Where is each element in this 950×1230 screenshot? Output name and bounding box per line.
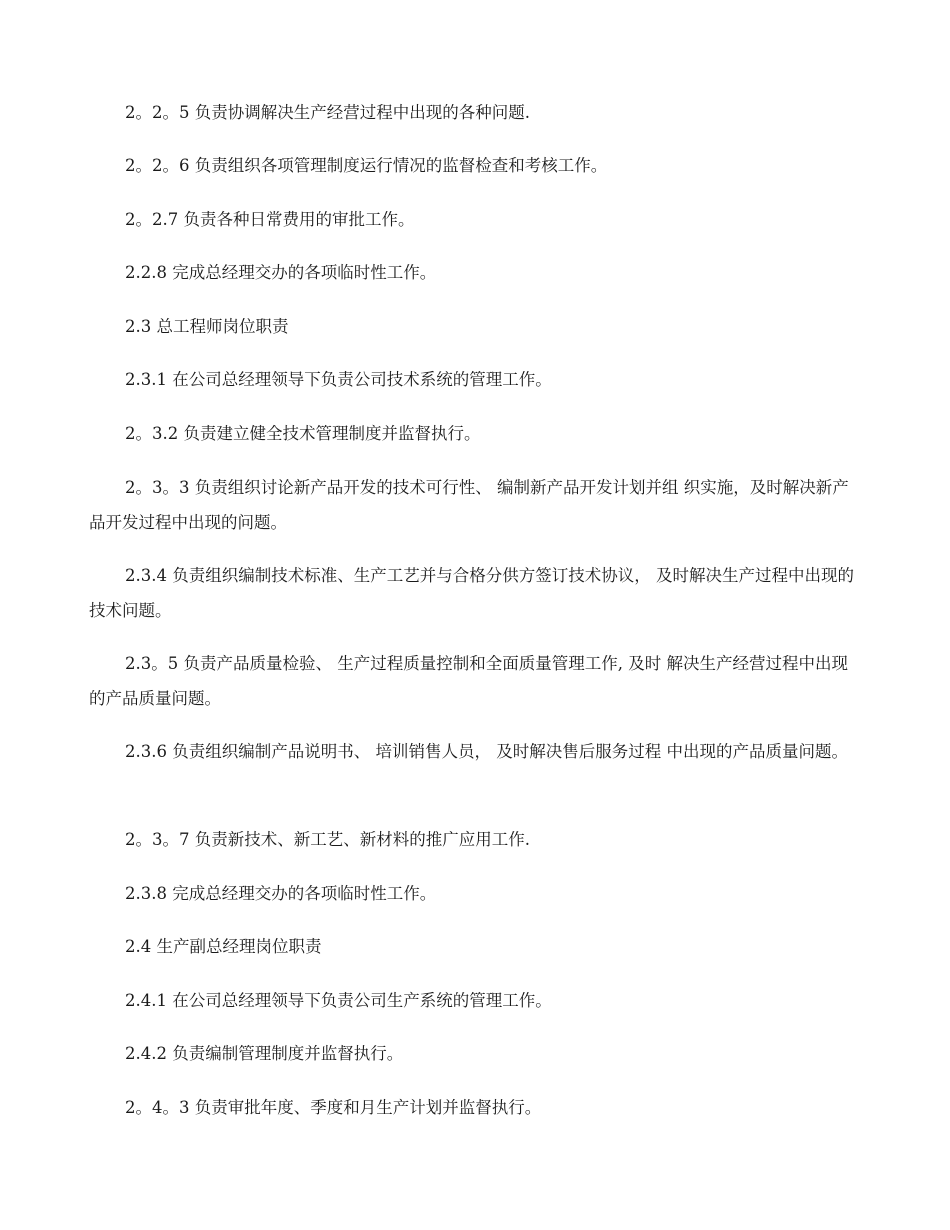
paragraph-2-3-4: 2.3.4 负责组织编制技术标准、生产工艺并与合格分供方签订技术协议， 及时解决生产过程中出现的技术问题。 [89, 566, 854, 620]
paragraph-2-3-6: 2.3.6 负责组织编制产品说明书、 培训销售人员， 及时解决售后服务过程 中出现的产品质量问题。 [125, 742, 848, 761]
paragraph-2-4-3: 2。4。3 负责审批年度、季度和月生产计划并监督执行。 [125, 1098, 542, 1117]
paragraph-2-2-6: 2。2。6 负责组织各项管理制度运行情况的监督检查和考核工作。 [125, 156, 608, 175]
paragraph-2-3-7: 2。3。7 负责新技术、新工艺、新材料的推广应用工作. [125, 830, 530, 849]
paragraph-2-4-2: 2.4.2 负责编制管理制度并监督执行。 [125, 1044, 404, 1063]
paragraph-2-3-5: 2.3。5 负责产品质量检验、 生产过程质量控制和全面质量管理工作, 及时 解决生产经营过程中出现的产品质量问题。 [89, 654, 848, 708]
paragraph-2-3-8: 2.3.8 完成总经理交办的各项临时性工作。 [125, 884, 437, 903]
paragraph-2-2-7: 2。2.7 负责各种日常费用的审批工作。 [125, 210, 415, 229]
section-heading-2-4: 2.4 生产副总经理岗位职责 [125, 937, 322, 956]
paragraph-2-3-1: 2.3.1 在公司总经理领导下负责公司技术系统的管理工作。 [125, 370, 552, 389]
paragraph-2-3-3: 2。3。3 负责组织讨论新产品开发的技术可行性、 编制新产品开发计划并组 织实施，及时解决新产品开发过程中出现的问题。 [89, 478, 849, 532]
paragraph-2-3-2: 2。3.2 负责建立健全技术管理制度并监督执行。 [125, 424, 481, 443]
section-heading-2-3: 2.3 总工程师岗位职责 [125, 317, 289, 336]
paragraph-2-4-1: 2.4.1 在公司总经理领导下负责公司生产系统的管理工作。 [125, 991, 552, 1010]
paragraph-2-2-5: 2。2。5 负责协调解决生产经营过程中出现的各种问题. [125, 103, 530, 122]
paragraph-2-2-8: 2.2.8 完成总经理交办的各项临时性工作。 [125, 263, 437, 282]
